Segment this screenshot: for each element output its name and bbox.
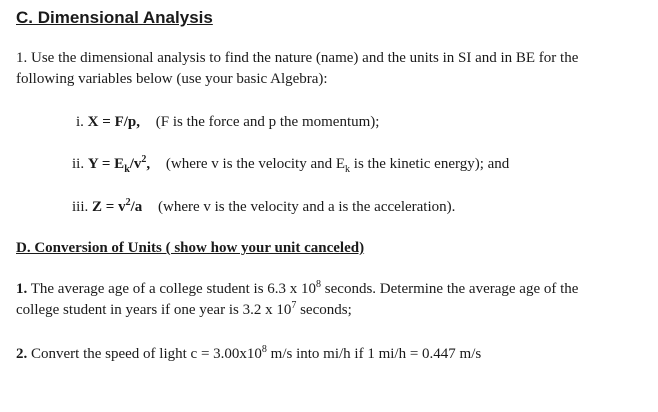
item-ii-description-sub: k — [345, 164, 351, 175]
item-ii-formula-e: E — [114, 156, 125, 172]
item-ii-description-pre: (where v is the velocity and E — [165, 156, 346, 172]
question-1-text-1: Use the dimensional analysis to find the nature (name) and the units in SI and in BE for the — [31, 50, 579, 66]
item-iii-formula-v: v — [118, 199, 126, 215]
item-ii-description-post: is the kinetic energy); and — [350, 156, 510, 172]
item-i-label: i. — [76, 114, 84, 130]
item-i-formula-rhs: F/p, — [114, 114, 140, 130]
problem-2-number: 2. — [16, 346, 28, 362]
item-ii-formula-mid: /v — [129, 156, 142, 172]
problem-1-text-post: seconds. Determine the average age of the — [321, 281, 579, 297]
item-ii-formula-sub: k — [124, 164, 130, 175]
item-iii — [72, 198, 455, 216]
problem-2-text-pre: Convert the speed of light c = 3.00x10 — [31, 346, 262, 362]
problem-1-line-1 — [16, 280, 578, 298]
question-1-line-1 — [16, 49, 578, 67]
problem-1-exponent-2: 7 — [291, 300, 297, 311]
item-i — [76, 113, 379, 131]
problem-1-text-pre: The average age of a college student is 6.3 x 10 — [30, 281, 317, 297]
item-iii-formula-end: /a — [130, 199, 143, 215]
section-c-heading: C. Dimensional Analysis — [16, 8, 213, 27]
item-i-formula-lhs: X = — [87, 114, 111, 130]
item-iii-formula-sup: 2 — [125, 197, 131, 208]
problem-2-exponent: 8 — [261, 344, 267, 355]
item-iii-formula-lhs: Z = — [92, 199, 115, 215]
problem-1-line-2-pre: college student in years if one year is 3.2 x 10 — [16, 302, 292, 318]
problem-1-line-2 — [16, 301, 352, 319]
problem-1-exponent-1: 8 — [316, 279, 322, 290]
item-ii-label: ii. — [72, 156, 85, 172]
problem-1-number: 1. — [16, 281, 28, 297]
item-ii-formula-lhs: Y = — [87, 156, 111, 172]
item-ii-formula-sup: 2 — [141, 154, 147, 165]
section-d-heading: D. Conversion of Units ( show how your unit canceled) — [16, 240, 365, 256]
item-ii — [72, 155, 509, 173]
question-1-number: 1. — [16, 50, 28, 66]
question-1-line-2: following variables below (use your basic Algebra): — [16, 71, 328, 87]
item-i-description: (F is the force and p the momentum); — [155, 114, 380, 130]
item-ii-formula-end: , — [146, 156, 151, 172]
item-iii-description: (where v is the velocity and a is the acceleration). — [158, 199, 456, 215]
problem-2 — [16, 345, 481, 363]
problem-1-line-2-post: seconds; — [296, 302, 352, 318]
problem-2-text-post: m/s into mi/h if 1 mi/h = 0.447 m/s — [266, 346, 482, 362]
item-iii-label: iii. — [72, 199, 89, 215]
